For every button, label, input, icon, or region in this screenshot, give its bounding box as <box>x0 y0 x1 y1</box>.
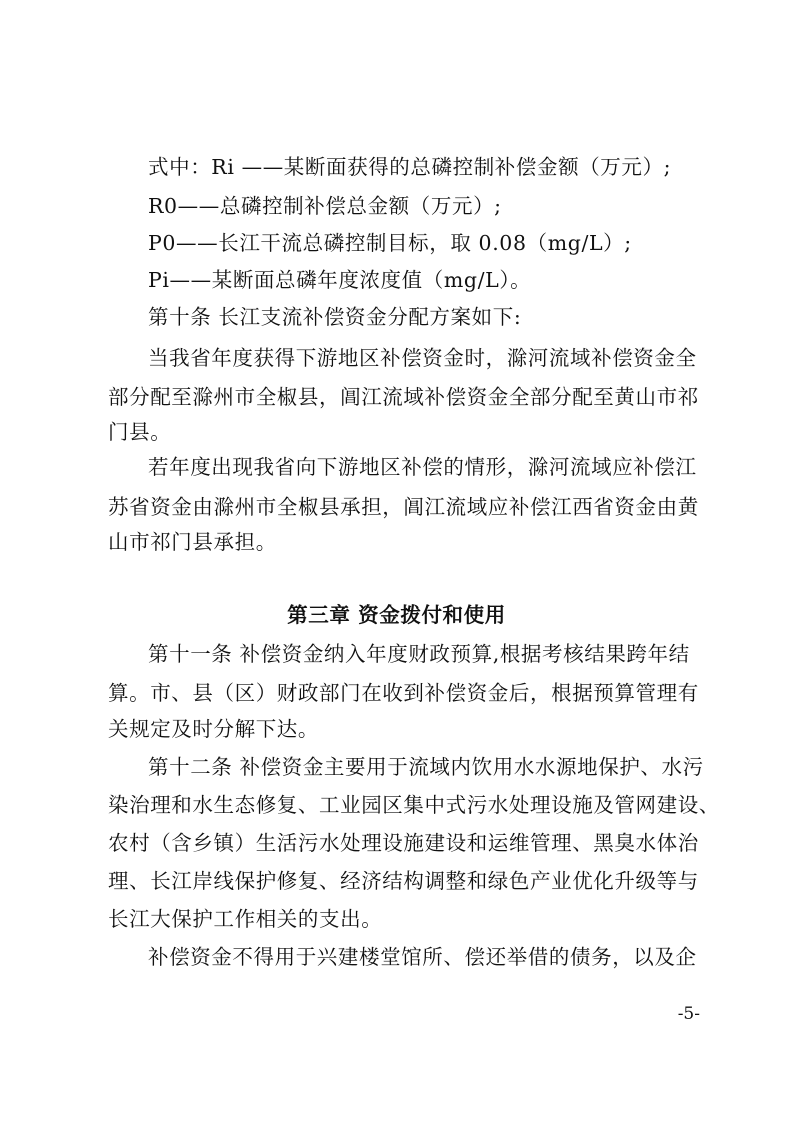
page-number: -5- <box>677 1004 700 1024</box>
paragraph-line: 当我省年度获得下游地区补偿资金时，滁河流域补偿资金全 <box>148 346 697 370</box>
paragraph-line: 山市祁门县承担。 <box>108 530 277 554</box>
paragraph-line: 长江大保护工作相关的支出。 <box>108 907 383 931</box>
formula-legend-ri: 式中：Ri ——某断面获得的总磷控制补偿金额（万元）; <box>148 155 672 179</box>
formula-legend-pi: Pi——某断面总磷年度浓度值（mg/L）。 <box>148 268 532 292</box>
paragraph-line: 门县。 <box>108 420 172 444</box>
paragraph-line: 理、长江岸线保护修复、经济结构调整和绿色产业优化升级等与 <box>108 869 699 893</box>
paragraph-line: 若年度出现我省向下游地区补偿的情形，滁河流域应补偿江 <box>148 455 697 479</box>
formula-legend-r0: R0——总磷控制补偿总金额（万元）; <box>148 194 502 218</box>
paragraph-line: 关规定及时分解下达。 <box>108 717 319 741</box>
paragraph-line: 染治理和水生态修复、工业园区集中式污水处理设施及管网建设、 <box>108 793 720 817</box>
chapter-heading: 第三章 资金拨付和使用 <box>287 603 506 627</box>
formula-legend-p0: P0——长江干流总磷控制目标，取 0.08（mg/L）; <box>148 231 632 255</box>
paragraph-line: 农村（含乡镇）生活污水处理设施建设和运维管理、黑臭水体治 <box>108 831 699 855</box>
paragraph-line: 算。市、县（区）财政部门在收到补偿资金后，根据预算管理有 <box>108 681 699 705</box>
article-12-line: 第十二条 补偿资金主要用于流域内饮用水水源地保护、水污 <box>148 755 704 779</box>
paragraph-line: 补偿资金不得用于兴建楼堂馆所、偿还举借的债务，以及企 <box>148 945 697 969</box>
paragraph-line: 部分配至滁州市全椒县，阊江流域补偿资金全部分配至黄山市祁 <box>108 385 699 409</box>
article-10-title: 第十条 长江支流补偿资金分配方案如下: <box>148 305 522 329</box>
paragraph-line: 苏省资金由滁州市全椒县承担，阊江流域应补偿江西省资金由黄 <box>108 495 699 519</box>
article-11-line: 第十一条 补偿资金纳入年度财政预算,根据考核结果跨年结 <box>148 642 690 666</box>
